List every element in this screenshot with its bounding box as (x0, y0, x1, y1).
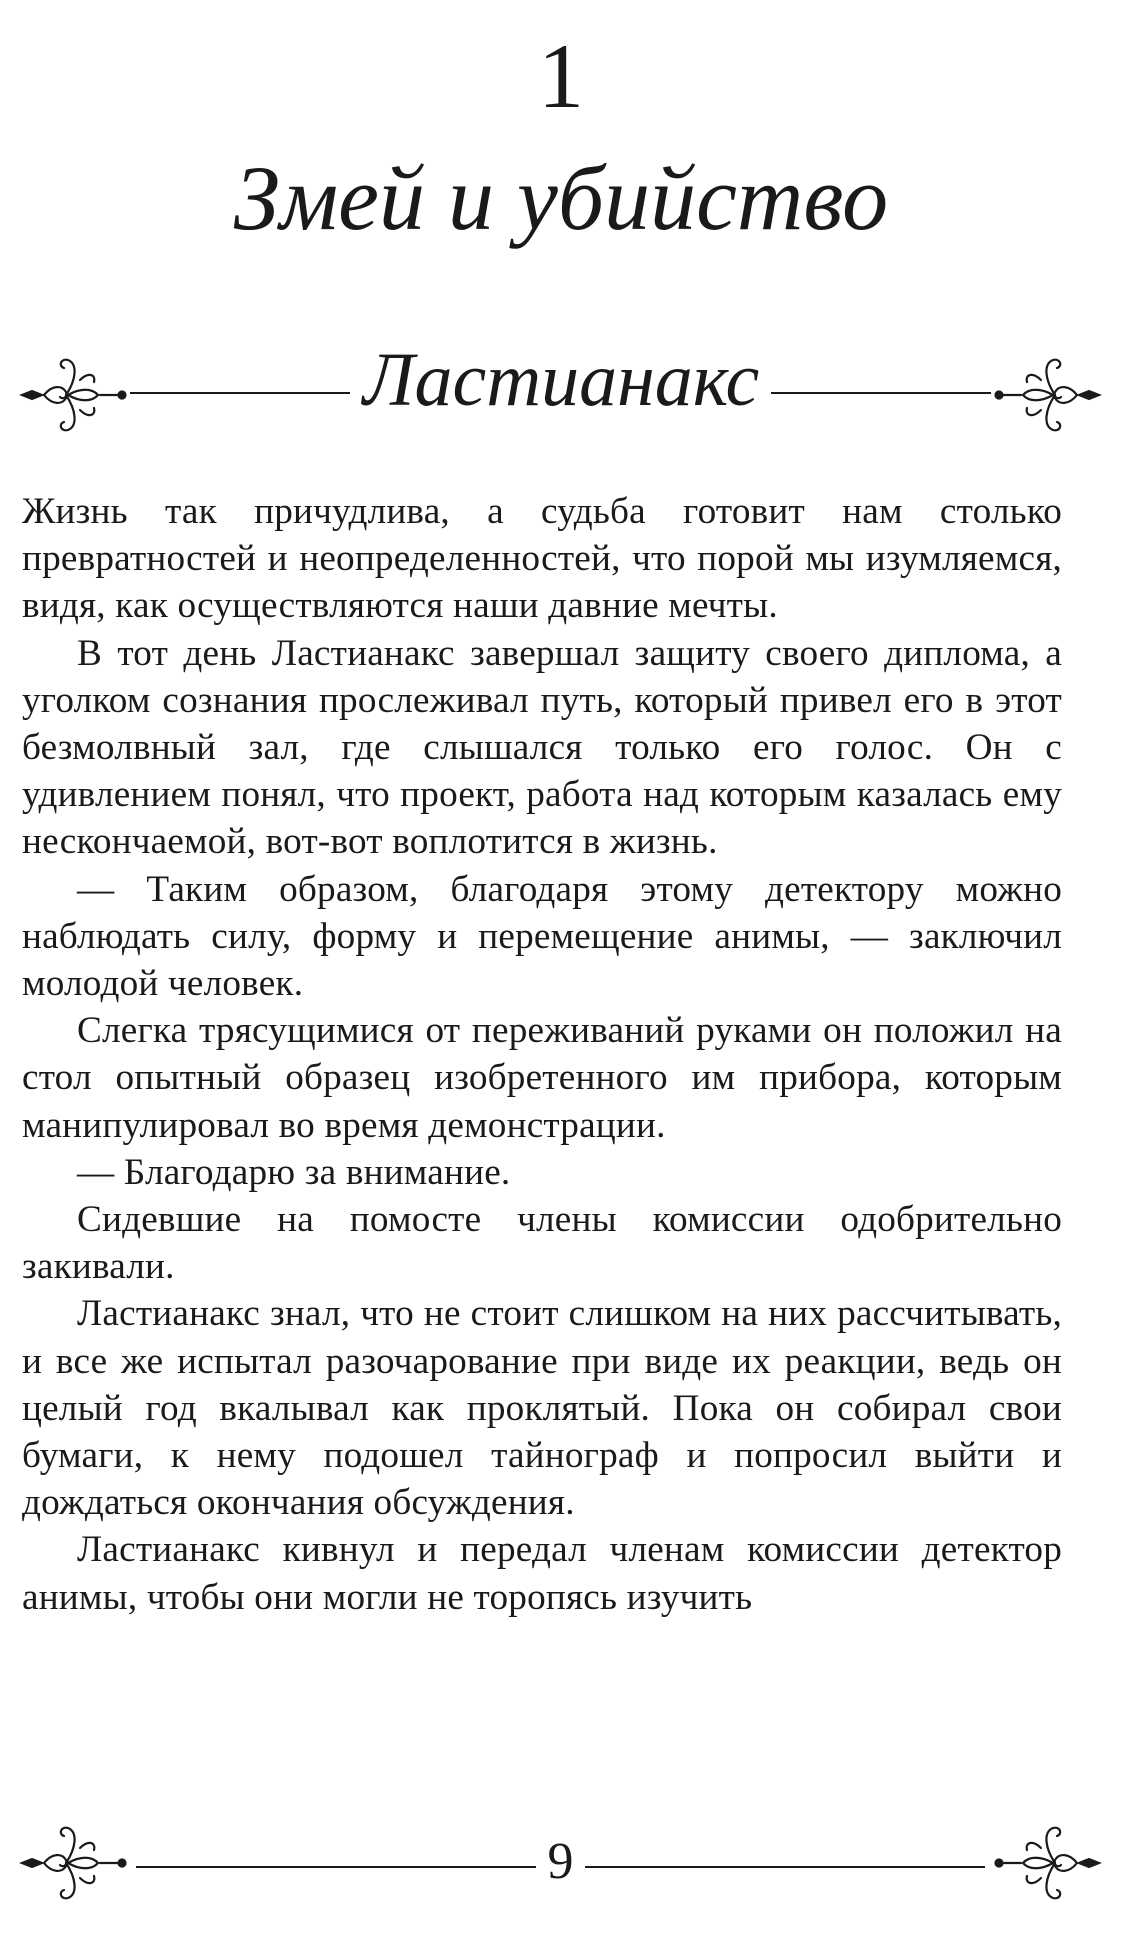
paragraph: Ластианакс кивнул и передал членам комиссии детектор анимы, чтобы они могли не торопясь изучить (22, 1529, 1062, 1618)
paragraph: Жизнь так причудлива, а судьба готовит нам столько превратностей и неопределенностей, что порой мы изумляемся, видя, как осуществляются наши давние мечты. (22, 491, 1062, 627)
paragraph: Ластианакс знал, что не стоит слишком на них рассчитывать, и все же испытал разочарование при виде их реакции, ведь он целый год вкалывал как проклятый. Пока он собирал свои бумаги, к нему подошел тайнограф и попросил выйти и дождаться окончания обсуждения. (22, 1293, 1062, 1524)
header-rule-left (130, 392, 350, 394)
paragraph: — Благодарю за внимание. (77, 1151, 511, 1193)
footer-rule-right (585, 1866, 985, 1868)
paragraph: В тот день Ластианакс завершал защиту своего диплома, а уголком сознания прослеживал путь, который привел его в этот безмолвный зал, где слышался только его голос. Он с удивлением понял, что проект, работа над которым казалась ему нескончаемой, вот-вот воплотится в жизнь. (22, 632, 1062, 863)
chapter-title: Змей и убийство (233, 147, 889, 249)
flourish-ornament-icon (18, 1818, 128, 1908)
paragraph: — Таким образом, благодаря этому детектору можно наблюдать силу, форму и перемещение анимы, — заключил молодой человек. (22, 868, 1062, 1005)
footer-rule-left (136, 1866, 536, 1868)
paragraph: Сидевшие на помосте члены комиссии одобрительно закивали. (22, 1199, 1062, 1288)
header-rule-right (771, 392, 991, 394)
paragraph: Слегка трясущимися от переживаний руками он положил на стол опытный образец изобретенного им прибора, которым манипулировал во время демонстрации. (22, 1010, 1062, 1146)
page-footer (18, 1810, 1103, 1920)
chapter-number: 1 (538, 25, 584, 127)
section-pov-name: Ластианакс (363, 338, 760, 422)
flourish-ornament-icon (993, 1818, 1103, 1908)
flourish-ornament-icon (18, 350, 128, 440)
chapter-body-text (22, 488, 1062, 1621)
flourish-ornament-icon (993, 350, 1103, 440)
page-number: 9 (547, 1833, 574, 1890)
section-header (18, 330, 1103, 450)
